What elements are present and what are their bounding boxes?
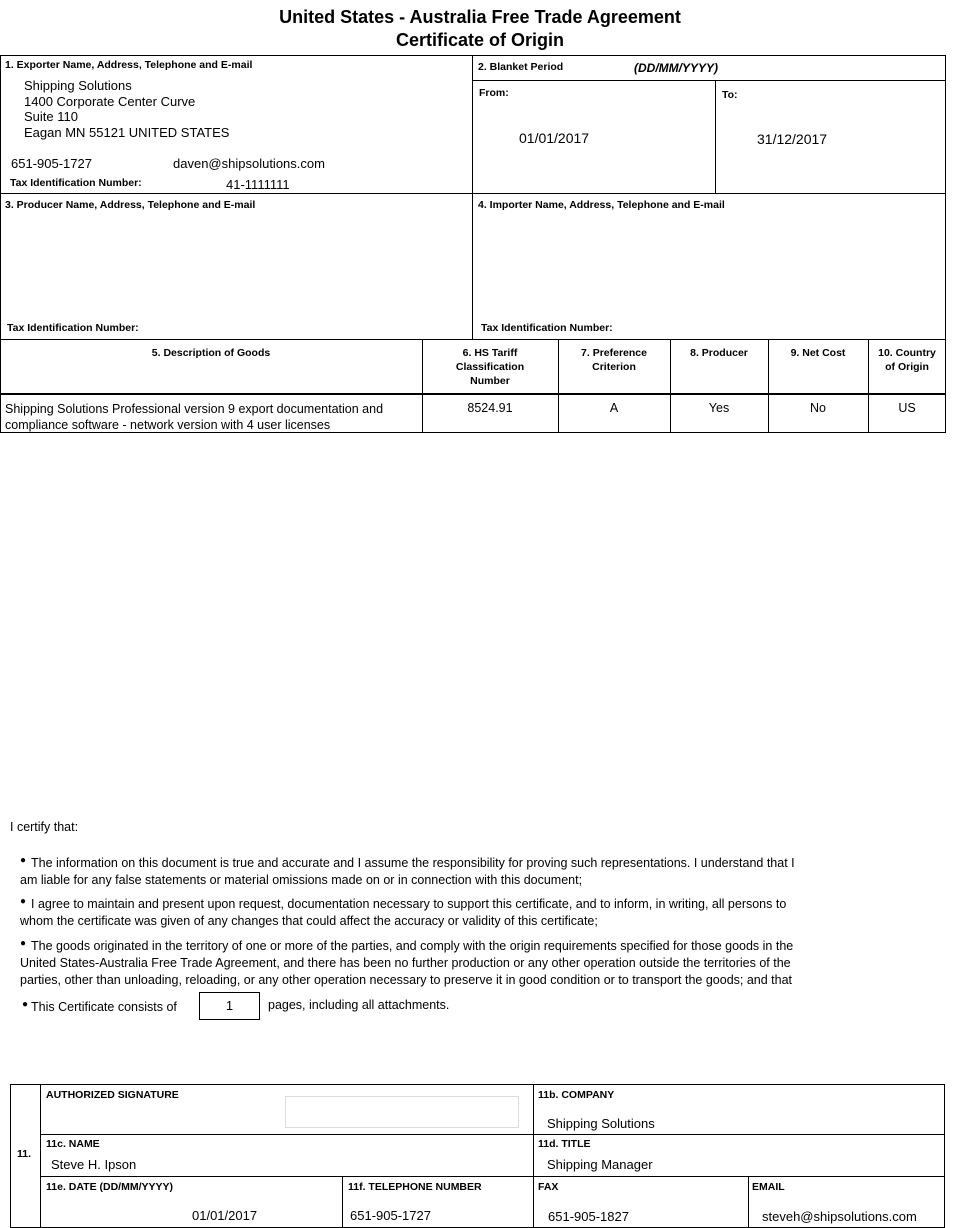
- exporter-address1: 1400 Corporate Center Curve: [24, 94, 196, 109]
- goods-country: US: [898, 401, 916, 415]
- section-11-number: 11.: [17, 1148, 32, 1160]
- telephone-label: 11f. TELEPHONE NUMBER: [348, 1181, 482, 1193]
- signature-field[interactable]: [285, 1096, 519, 1128]
- exporter-address3: Eagan MN 55121 UNITED STATES: [24, 125, 230, 140]
- fax-value: 651-905-1827: [548, 1209, 629, 1224]
- goods-preference: A: [609, 401, 619, 415]
- certify-item-2: I agree to maintain and present upon request, documentation necessary to support this certificate, and to inform, in writing, all persons to whom the certificate was given of any changes that could affect the accuracy or validity of this certificate;: [20, 897, 787, 928]
- name-label: 11c. NAME: [46, 1138, 100, 1150]
- bullet-icon: ●: [20, 938, 27, 949]
- importer-label: 4. Importer Name, Address, Telephone and E-mail: [478, 199, 725, 211]
- date-value: 01/01/2017: [192, 1208, 258, 1223]
- exporter-email: daven@shipsolutions.com: [173, 156, 325, 171]
- fax-label: FAX: [538, 1181, 559, 1193]
- goods-description: Shipping Solutions Professional version 9 export documentation and compliance software - network version with 4 user licenses: [5, 402, 384, 432]
- producer-tax-label: Tax Identification Number:: [7, 322, 139, 334]
- company-label: 11b. COMPANY: [538, 1089, 615, 1101]
- page-count-field[interactable]: 1: [199, 992, 260, 1020]
- goods-producer: Yes: [708, 401, 730, 415]
- bullet-icon: ●: [22, 999, 29, 1010]
- pages-suffix: pages, including all attachments.: [268, 998, 450, 1012]
- bullet-icon: ●: [20, 855, 27, 866]
- title-label: 11d. TITLE: [538, 1138, 591, 1150]
- col-hs-tariff: 6. HS Tariff Classification Number: [455, 347, 525, 387]
- exporter-phone: 651-905-1727: [11, 156, 92, 171]
- from-date: 01/01/2017: [519, 130, 590, 146]
- importer-tax-label: Tax Identification Number:: [481, 322, 613, 334]
- signature-label: AUTHORIZED SIGNATURE: [46, 1089, 179, 1101]
- producer-label: 3. Producer Name, Address, Telephone and E-mail: [5, 199, 256, 211]
- exporter-address2: Suite 110: [24, 109, 78, 124]
- email-label: EMAIL: [752, 1181, 785, 1193]
- exporter-tax-label: Tax Identification Number:: [10, 177, 142, 189]
- pages-prefix: This Certificate consists of: [31, 1000, 177, 1014]
- telephone-value: 651-905-1727: [350, 1208, 431, 1223]
- blanket-period-label: 2. Blanket Period: [478, 61, 564, 73]
- to-label: To:: [722, 89, 738, 101]
- goods-net-cost: No: [810, 401, 826, 415]
- form-subtitle: Certificate of Origin: [395, 30, 565, 50]
- certify-intro: I certify that:: [10, 820, 79, 834]
- col-country: 10. Country of Origin: [878, 347, 936, 373]
- certify-item-1: The information on this document is true and accurate and I assume the responsibility for proving such representations. I understand that I am liable for any false statements or material omissions made on or in connection with this document;: [20, 856, 795, 887]
- col-producer: 8. Producer: [690, 347, 748, 359]
- col-description: 5. Description of Goods: [151, 347, 271, 359]
- date-label: 11e. DATE (DD/MM/YYYY): [46, 1181, 173, 1193]
- email-value: steveh@shipsolutions.com: [762, 1209, 917, 1224]
- certify-item-3: The goods originated in the territory of one or more of the parties, and comply with the origin requirements specified for those goods in the United States-Australia Free Trade Agreement, and there has been no further production or any other operation outside the territories of the parties, other than unloading, reloading, or any other operation necessary to preserve it in good condition or to transport the goods; and that: [20, 939, 794, 987]
- exporter-tax-id: 41-1111111: [226, 177, 290, 192]
- goods-hs: 8524.91: [467, 401, 513, 415]
- title-value: Shipping Manager: [547, 1157, 653, 1172]
- col-preference: 7. Preference Criterion: [581, 347, 647, 373]
- bullet-icon: ●: [20, 896, 27, 907]
- exporter-name: Shipping Solutions: [24, 78, 132, 93]
- col-net-cost: 9. Net Cost: [790, 347, 846, 359]
- exporter-label: 1. Exporter Name, Address, Telephone and E-mail: [5, 59, 253, 71]
- form-title: United States - Australia Free Trade Agreement: [279, 7, 681, 27]
- company-value: Shipping Solutions: [547, 1116, 655, 1131]
- blanket-format: (DD/MM/YYYY): [634, 61, 718, 75]
- from-label: From:: [479, 87, 509, 99]
- name-value: Steve H. Ipson: [51, 1157, 137, 1172]
- to-date: 31/12/2017: [757, 131, 828, 147]
